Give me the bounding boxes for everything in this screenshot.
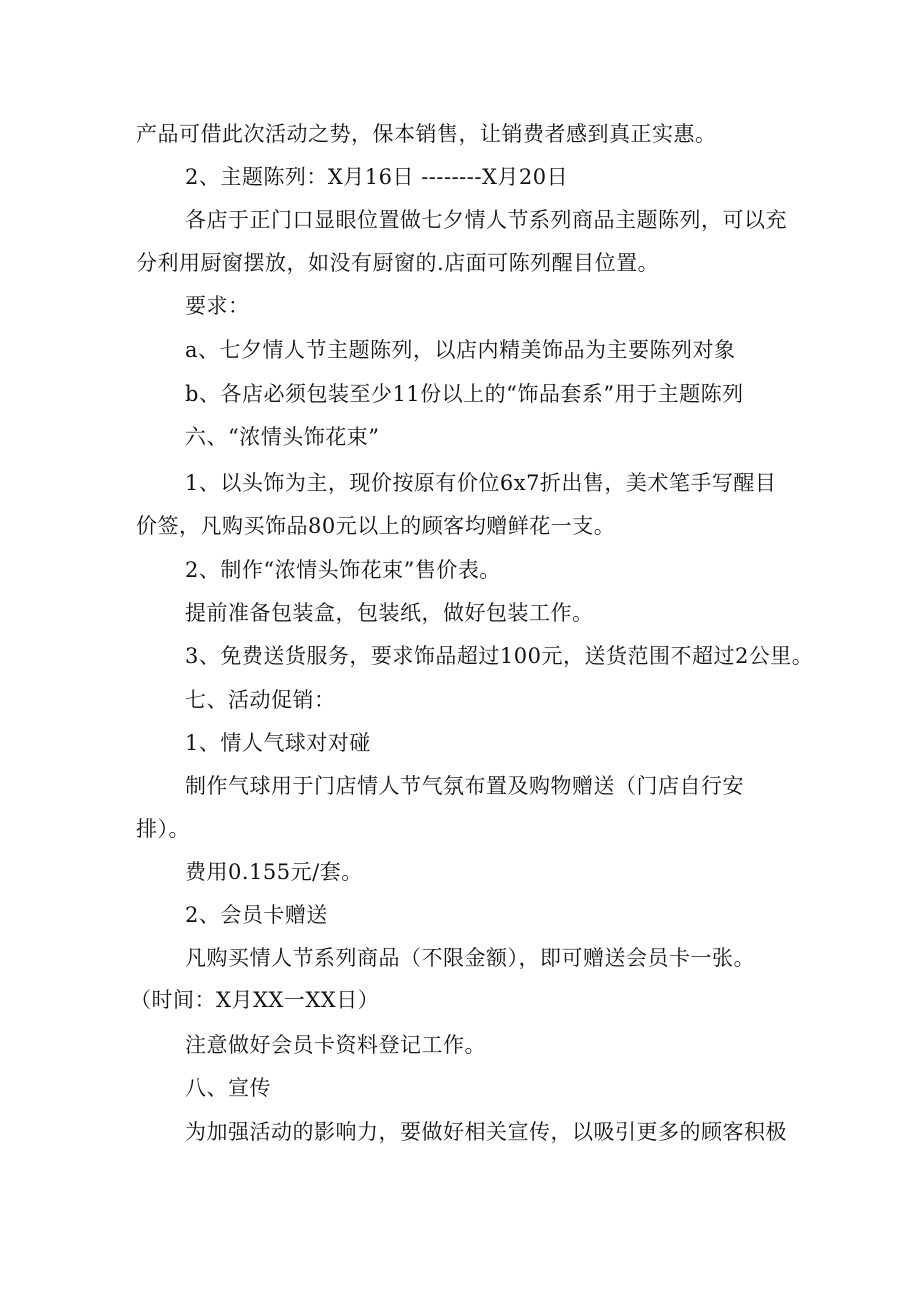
text-line: 分利用厨窗摆放，如没有厨窗的.店面可陈列醒目位置。	[136, 251, 660, 275]
text-line: 产品可借此次活动之势，保本销售，让销费者感到真正实惠。	[136, 122, 717, 146]
text-line: 2、制作“浓情头饰花束”售价表。	[185, 558, 501, 582]
text-line: 为加强活动的影响力，要做好相关宣传，以吸引更多的顾客积极	[185, 1120, 787, 1144]
text-line: 排）。	[136, 817, 190, 841]
text-line: 注意做好会员卡资料登记工作。	[185, 1033, 486, 1057]
text-line: 1、以头饰为主，现价按原有价位6x7折出售，美术笔手写醒目	[185, 471, 777, 495]
section-heading: 八、宣传	[185, 1076, 271, 1100]
text-line: 2、会员卡赠送	[185, 903, 328, 927]
text-line: 各店于正门口显眼位置做七夕情人节系列商品主题陈列，可以充	[185, 208, 787, 232]
text-line: 1、情人气球对对碰	[185, 731, 371, 755]
text-line: b、各店必须包装至少11份以上的“饰品套系”用于主题陈列	[185, 382, 744, 406]
text-line: 价签，凡购买饰品80元以上的顾客均赠鲜花一支。	[136, 514, 616, 538]
text-line: 制作气球用于门店情人节气氛布置及购物赠送（门店自行安	[185, 774, 744, 798]
text-line: （时间：X月XX一XX日）	[130, 988, 380, 1012]
section-heading: 六、“浓情头饰花束”	[185, 425, 380, 449]
text-line: 费用0.155元/套。	[185, 860, 363, 884]
text-line: 要求：	[185, 294, 250, 318]
section-heading: 七、活动促销：	[185, 688, 336, 712]
text-line: 3、免费送货服务，要求饰品超过100元，送货范围不超过2公里。	[185, 644, 814, 668]
text-line: a、七夕情人节主题陈列，以店内精美饰品为主要陈列对象	[185, 338, 736, 362]
text-line: 凡购买情人节系列商品（不限金额），即可赠送会员卡一张。	[185, 946, 755, 970]
text-line: 2、主题陈列：X月16日 --------X月20日	[185, 165, 569, 189]
text-line: 提前准备包装盒，包装纸，做好包装工作。	[185, 601, 594, 625]
